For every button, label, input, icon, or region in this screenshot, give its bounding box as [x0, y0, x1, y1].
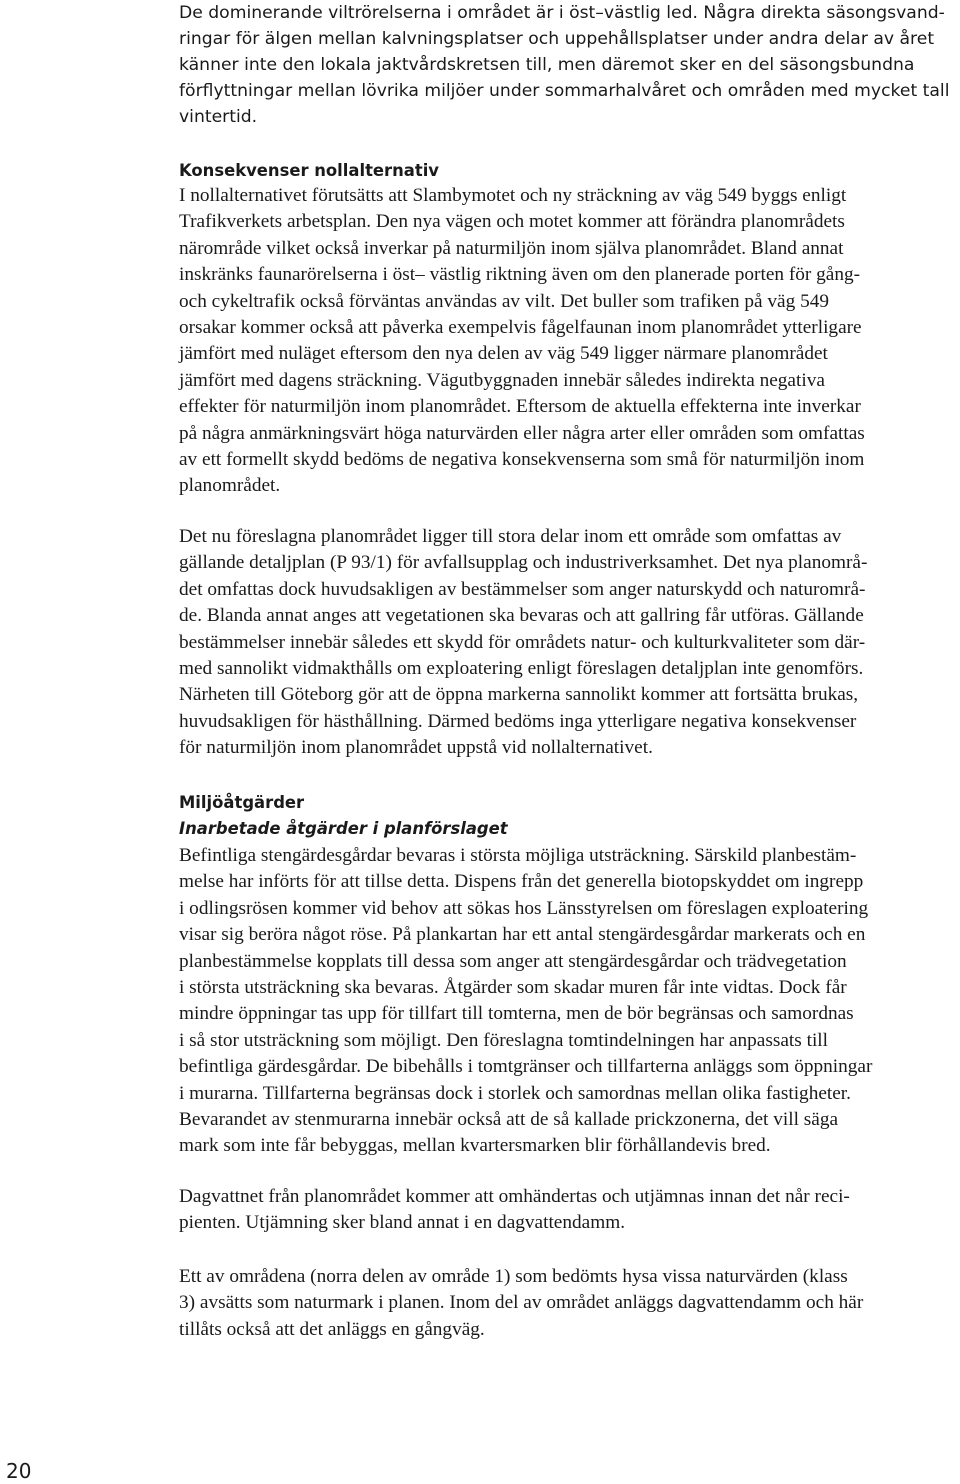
text-line: Trafikverkets arbetsplan. Den nya vägen och motet kommer att förändra planområdets: [179, 211, 845, 233]
page-number: 20: [6, 1459, 32, 1483]
text-line: Bevarandet av stenmurarna innebär också att de så kallade prickzonerna, det vill säga: [179, 1109, 839, 1131]
subheading-incorporated-measures: Inarbetade åtgärder i planförslaget: [179, 819, 508, 838]
text-line: de. Blanda annat anges att vegetationen ska bevaras och att gallring får utföras. Gällande: [179, 605, 864, 627]
text-line: med sannolikt vidmakthålls om exploatering enligt föreslagen detaljplan inte genomförs.: [179, 658, 864, 680]
text-line: närområde vilket också inverkar på naturmiljön inom själva planområdet. Bland annat: [179, 237, 844, 259]
text-line: huvudsakligen för hästhållning. Därmed bedöms inga ytterligare negativa konsekvenser: [179, 710, 857, 732]
text-line: mindre öppningar tas upp för tillfart till tomterna, men de bör begränsas och samordnas: [179, 1003, 854, 1025]
consequences-paragraph-2: [179, 524, 867, 762]
text-line: i så stor utsträckning som möjligt. Den föreslagna tomtindelningen har anpassats till: [179, 1029, 829, 1051]
text-line: effekter för naturmiljön inom planområdet. Eftersom de aktuella effekterna inte inverkar: [179, 396, 861, 418]
measures-paragraph-2: [179, 1184, 850, 1237]
text-line: 3) avsätts som naturmark i planen. Inom del av området anläggs dagvattendamm och här: [179, 1292, 864, 1314]
text-line: i odlingsrösen kommer vid behov att sökas hos Länsstyrelsen om föreslagen exploatering: [179, 897, 869, 919]
measures-paragraph-3: [179, 1264, 863, 1343]
text-line: vintertid.: [179, 107, 258, 128]
text-line: gällande detaljplan (P 93/1) för avfallsupplag och industriverksamhet. Det nya planområ-: [179, 552, 868, 574]
text-line: känner inte den lokala jaktvårdskretsen till, men däremot sker en del säsongsbundna: [179, 55, 915, 76]
text-line: ringar för älgen mellan kalvningsplatser och uppehållsplatser under andra delar av året: [179, 29, 935, 50]
text-line: planbestämmelse kopplats till dessa som anger att stengärdesgårdar och trädvegetation: [179, 950, 847, 972]
text-line: i största utsträckning ska bevaras. Åtgärder som skadar muren får inte vidtas. Dock får: [179, 977, 847, 999]
text-line: orsakar kommer också att påverka exempelvis fågelfaunan inom planområdet ytterligare: [179, 317, 862, 339]
text-line: visar sig beröra något röse. På plankartan har ett antal stengärdesgårdar markerats och en: [179, 924, 866, 946]
text-line: mark som inte får bebyggas, mellan kvartersmarken blir förhållandevis bred.: [179, 1135, 771, 1157]
text-line: inskränks faunarörelserna i öst– västlig riktning även om den planerade porten för gång-: [179, 264, 861, 286]
text-line: bestämmelser innebär således ett skydd för områdets natur- och kulturkvaliteter som där-: [179, 631, 866, 653]
text-line: förflyttningar mellan lövrika miljöer under sommarhalvåret och områden med mycket tall: [179, 81, 950, 102]
text-line: och cykeltrafik också förväntas användas av vilt. Det buller som trafiken på väg 549: [179, 290, 829, 312]
text-line: melse har införts för att tillse detta. Dispens från det generella biotopskyddet om ingrepp: [179, 871, 864, 893]
text-line: befintliga gärdesgårdar. De bibehålls i tomtgränser och tillfarterna anläggs som öppningar: [179, 1056, 873, 1078]
text-line: tillåts också att det anläggs en gångväg.: [179, 1318, 485, 1340]
text-line: planområdet.: [179, 475, 281, 497]
text-line: för naturmiljön inom planområdet uppstå vid nollalternativet.: [179, 737, 653, 759]
section-heading-measures: Miljöåtgärder: [179, 793, 305, 812]
text-line: Ett av områdena (norra delen av område 1) som bedömts hysa vissa naturvärden (klass: [179, 1266, 848, 1287]
text-line: pienten. Utjämning sker bland annat i en dagvattendamm.: [179, 1212, 626, 1234]
text-line: I nollalternativet förutsätts att Slambymotet och ny sträckning av väg 549 byggs enligt: [179, 185, 847, 206]
text-line: jämfört med nuläget eftersom den nya delen av väg 549 ligger närmare planområdet: [179, 343, 828, 365]
text-line: Dagvattnet från planområdet kommer att omhändertas och utjämnas innan det når reci-: [179, 1186, 850, 1207]
text-line: av ett formellt skydd bedöms de negativa konsekvenserna som små för naturmiljön inom: [179, 449, 865, 471]
text-line: det omfattas dock huvudsakligen av bestämmelser som anger naturskydd och naturområ-: [179, 578, 866, 600]
text-line: i murarna. Tillfarterna begränsas dock i storlek och samordnas mellan olika fastigheter.: [179, 1082, 851, 1104]
text-line: jämfört med dagens sträckning. Vägutbyggnaden innebär således indirekta negativa: [179, 369, 825, 391]
section-heading-consequences: Konsekvenser nollalternativ: [179, 161, 439, 180]
text-line: Det nu föreslagna planområdet ligger till stora delar inom ett område som omfattas av: [179, 526, 842, 547]
consequences-paragraph-1: [179, 183, 865, 500]
text-line: De dominerande viltrörelserna i området är i öst–västlig led. Några direkta säsongsvand-: [179, 3, 945, 23]
text-line: Närheten till Göteborg gör att de öppna markerna sannolikt kommer att fortsätta brukas,: [179, 684, 859, 706]
intro-paragraph: [179, 0, 949, 130]
measures-paragraph-1: [179, 843, 872, 1160]
text-line: Befintliga stengärdesgårdar bevaras i största möjliga utsträckning. Särskild planbestäm-: [179, 845, 857, 866]
text-line: på några anmärkningsvärt höga naturvärden eller några arter eller områden som omfattas: [179, 422, 865, 444]
